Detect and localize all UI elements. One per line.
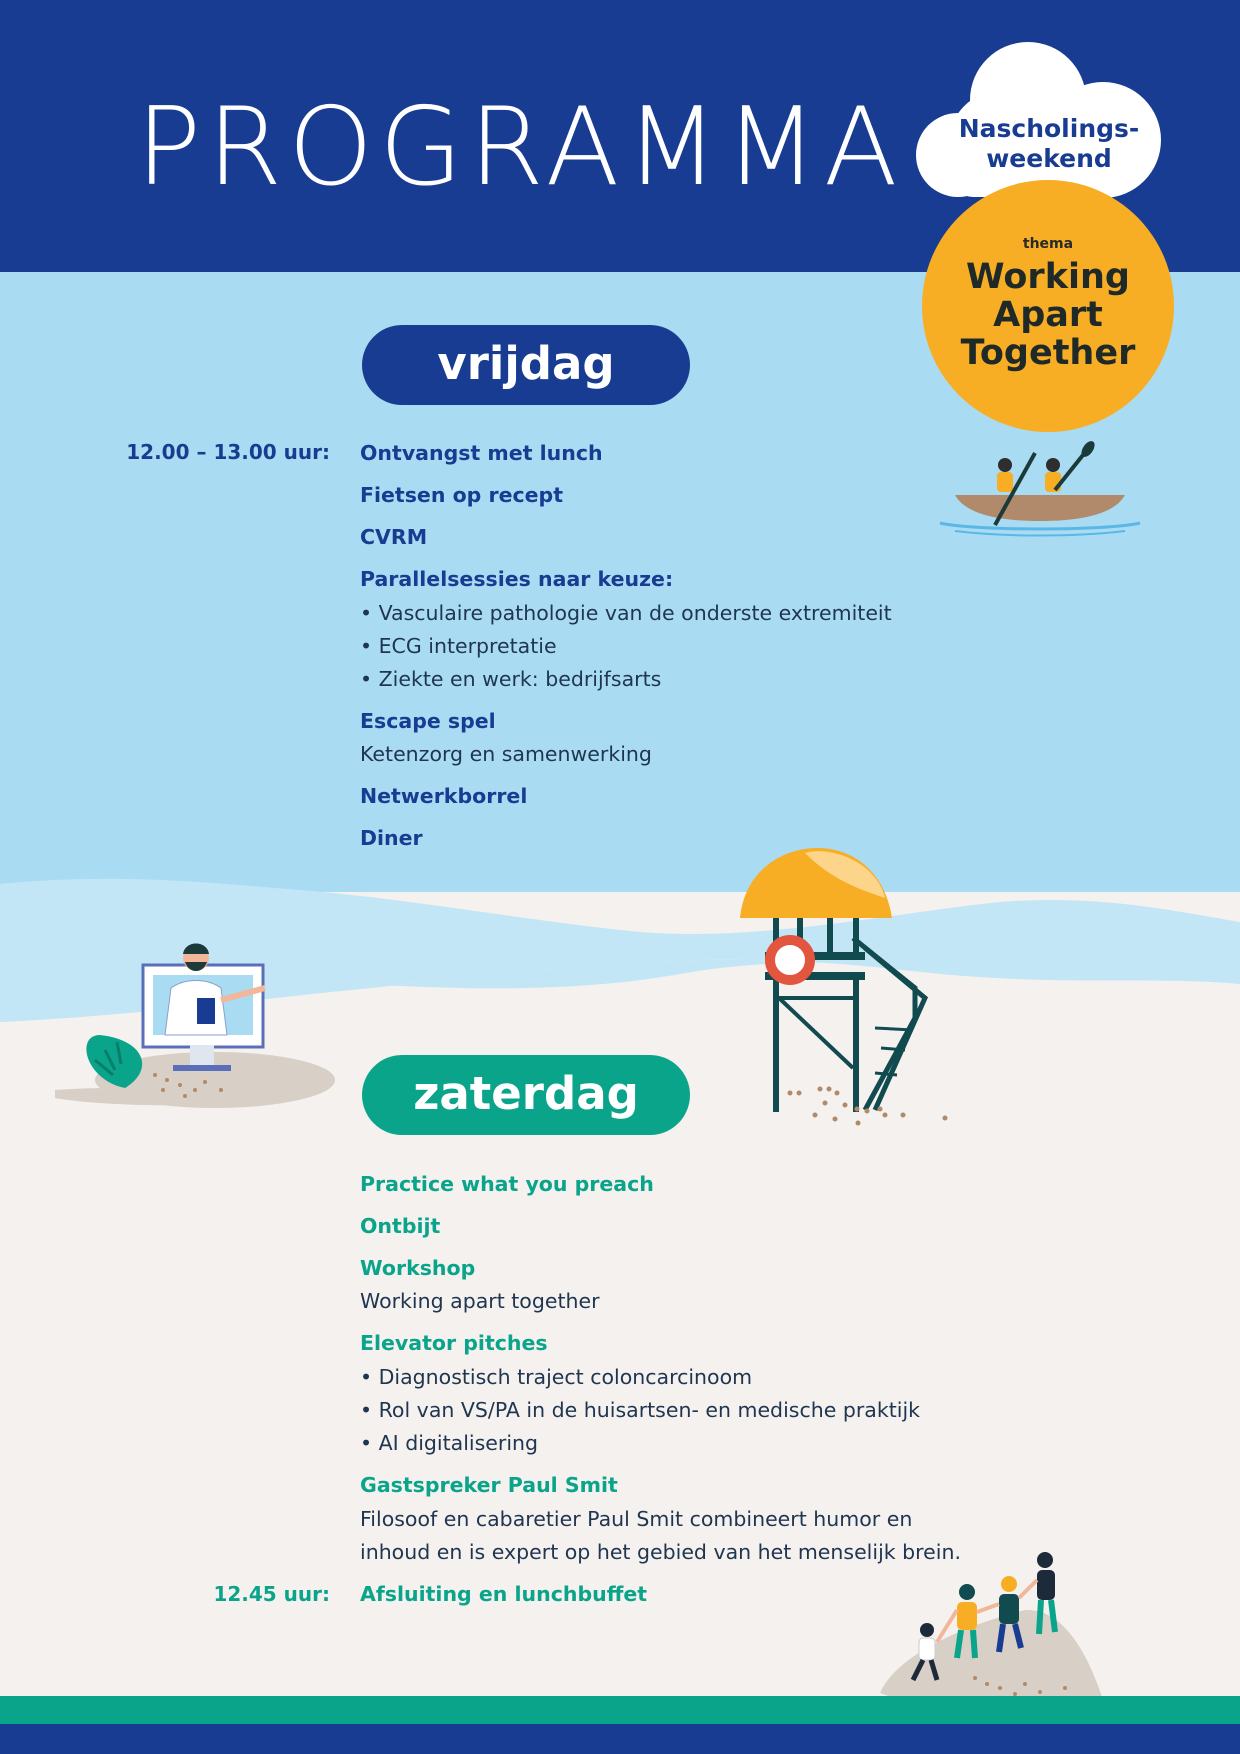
footer-stripe-navy bbox=[0, 1724, 1240, 1754]
friday-item-8: Escape spel bbox=[360, 709, 496, 733]
saturday-item-10: Filosoof en cabaretier Paul Smit combineert humor en bbox=[360, 1507, 913, 1531]
friday-item-5: • Vasculaire pathologie van de onderste extremiteit bbox=[360, 601, 892, 625]
saturday-item-5: Elevator pitches bbox=[360, 1331, 548, 1355]
sand-dots bbox=[785, 1085, 955, 1130]
friday-item-11: Diner bbox=[360, 826, 423, 850]
saturday-item-9: Gastspreker Paul Smit bbox=[360, 1473, 618, 1497]
theme-title bbox=[922, 258, 1174, 372]
friday-item-1: Ontvangst met lunch bbox=[360, 441, 603, 465]
theme-line-1: Working bbox=[966, 257, 1130, 297]
saturday-item-6: • Diagnostisch traject coloncarcinoom bbox=[360, 1365, 753, 1389]
hikers-illustration bbox=[875, 1548, 1110, 1713]
lifeguard-tower-illustration bbox=[735, 848, 950, 1118]
friday-item-4: Parallelsessies naar keuze: bbox=[360, 567, 674, 591]
theme-label: thema bbox=[1022, 236, 1074, 252]
friday-item-9: Ketenzorg en samenwerking bbox=[360, 742, 652, 766]
day-pill-saturday: zaterdag bbox=[362, 1055, 690, 1135]
saturday-item-7: • Rol van VS/PA in de huisartsen- en medische praktijk bbox=[360, 1398, 921, 1422]
friday-time: 12.00 – 13.00 uur: bbox=[126, 440, 330, 464]
page-title: PROGRAMMA bbox=[136, 85, 904, 210]
saturday-time: 12.45 uur: bbox=[213, 1582, 330, 1606]
theme-line-3: Together bbox=[960, 333, 1136, 373]
saturday-item-8: • AI digitalisering bbox=[360, 1431, 539, 1455]
saturday-item-1: Practice what you preach bbox=[360, 1172, 654, 1196]
saturday-item-11: inhoud en is expert op het gebied van het menselijk brein. bbox=[360, 1540, 961, 1564]
doctor-screen-illustration bbox=[55, 940, 335, 1112]
friday-item-10: Netwerkborrel bbox=[360, 784, 528, 808]
friday-item-7: • Ziekte en werk: bedrijfsarts bbox=[360, 667, 662, 691]
badge-line-1: Nascholings- bbox=[958, 114, 1140, 143]
friday-item-3: CVRM bbox=[360, 525, 428, 549]
saturday-item-3: Workshop bbox=[360, 1256, 476, 1280]
saturday-item-4: Working apart together bbox=[360, 1289, 600, 1313]
cloud-badge-text bbox=[944, 114, 1154, 174]
badge-line-2: weekend bbox=[986, 144, 1112, 173]
friday-item-2: Fietsen op recept bbox=[360, 483, 564, 507]
saturday-item-12: Afsluiting en lunchbuffet bbox=[360, 1582, 648, 1606]
day-pill-friday: vrijdag bbox=[362, 325, 690, 405]
footer-stripe-green bbox=[0, 1696, 1240, 1724]
friday-item-6: • ECG interpretatie bbox=[360, 634, 557, 658]
saturday-item-2: Ontbijt bbox=[360, 1214, 441, 1238]
theme-line-2: Apart bbox=[993, 295, 1103, 335]
